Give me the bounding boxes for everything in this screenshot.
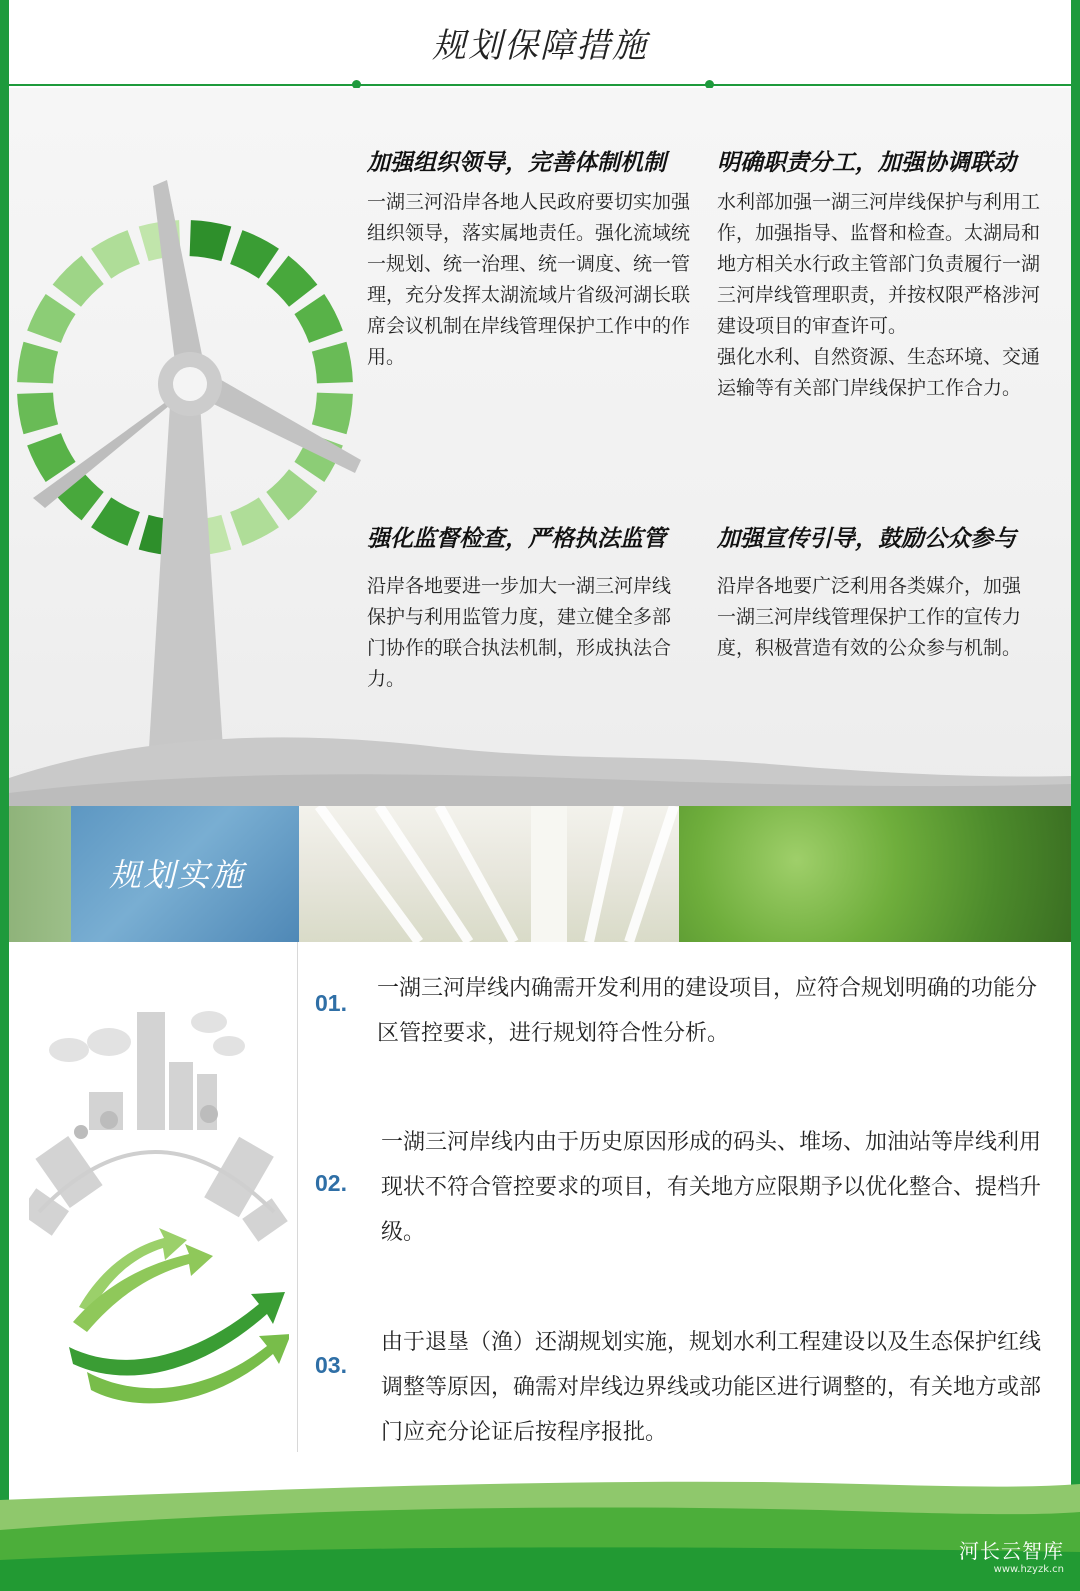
- item-text: 一湖三河岸线内确需开发利用的建设项目，应符合规划明确的功能分区管控要求，进行规划符合性分析。: [377, 976, 1038, 1046]
- measure-card: [367, 520, 687, 695]
- ring-segment: [17, 393, 58, 435]
- ring-segment: [91, 497, 140, 545]
- banner-pergola-photo: [299, 806, 679, 942]
- logo-name: 河长云智库: [959, 1539, 1064, 1563]
- measure-body: 水利部加强一湖三河岸线保护与利用工作，加强指导、监督和检查。太湖局和地方相关水行政主管部门负责履行一湖三河岸线管理职责，并按权限严格涉河建设项目的审查许可。: [717, 191, 1041, 337]
- item-number: 03.: [315, 1352, 347, 1378]
- item-text: 由于退垦（渔）还湖规划实施，规划水利工程建设以及生态保护红线调整等原因，确需对岸线边界线或功能区进行调整的，有关地方或部门应充分论证后按程序报批。: [381, 1330, 1042, 1445]
- turbine-blade-up: [153, 180, 205, 378]
- measure-title: 加强宣传引导，鼓励公众参与: [717, 526, 1016, 552]
- measure-title: 加强组织领导，完善体制机制: [367, 150, 666, 176]
- footer-wave: [0, 1460, 1080, 1591]
- banner-trees-photo: [679, 806, 1071, 942]
- turbine-tower: [149, 388, 223, 748]
- measure-title: 强化监督检查，严格执法监管: [367, 526, 666, 552]
- page-title: 规划保障措施: [432, 26, 648, 66]
- measure-body: 沿岸各地要进一步加大一湖三河岸线保护与利用监管力度，建立健全多部门协作的联合执法机制，形成执法合力。: [367, 575, 672, 690]
- item-number: 01.: [315, 990, 347, 1016]
- ring-segment: [91, 230, 140, 278]
- brand-logo: [959, 1535, 1064, 1575]
- ring-segment: [230, 230, 279, 278]
- city-skyline-icon: [29, 1002, 289, 1422]
- hill-shape: [9, 718, 1071, 808]
- ring-segment: [190, 220, 232, 261]
- page-footer: [0, 1460, 1080, 1591]
- measure-card: [717, 520, 1027, 664]
- measure-body-extra: 强化水利、自然资源、生态环境、交通运输等有关部门岸线保护工作合力。: [717, 346, 1041, 399]
- section-divider: [297, 942, 298, 1452]
- implementation-banner: [9, 806, 1071, 942]
- ring-segment: [312, 342, 353, 384]
- ring-segment: [266, 256, 317, 307]
- wind-turbine-icon: [9, 88, 409, 808]
- ring-segment: [312, 393, 353, 435]
- page-header: [9, 0, 1071, 88]
- measures-section: [9, 88, 1071, 808]
- implementation-section: [9, 942, 1071, 1462]
- measure-body: 沿岸各地要广泛利用各类媒介，加强一湖三河岸线管理保护工作的宣传力度，积极营造有效的公众参与机制。: [717, 575, 1022, 659]
- measure-title: 明确职责分工，加强协调联动: [717, 150, 1016, 176]
- header-divider: [9, 84, 1071, 86]
- ring-segment: [230, 497, 279, 545]
- ring-segment: [53, 256, 104, 307]
- ring-segment: [17, 342, 58, 384]
- measure-card: [367, 144, 707, 373]
- ring-segment: [294, 294, 342, 343]
- measure-body: 一湖三河沿岸各地人民政府要切实加强组织领导，落实属地责任。强化流域统一规划、统一治理、统一调度、统一管理，充分发挥太湖流域片省级河湖长联席会议机制在岸线管理保护工作中的作用。: [367, 191, 691, 368]
- ring-segment: [266, 469, 317, 520]
- measure-card: [717, 144, 1057, 404]
- ring-segment: [27, 294, 75, 343]
- item-number: 02.: [315, 1170, 347, 1196]
- logo-url: www.hzyzk.cn: [993, 1564, 1064, 1575]
- item-text: 一湖三河岸线内由于历史原因形成的码头、堆场、加油站等岸线利用现状不符合管控要求的项目，有关地方应限期予以优化整合、提档升级。: [381, 1130, 1042, 1245]
- banner-title: 规划实施: [109, 856, 246, 894]
- growth-arrows-icon: [69, 1228, 289, 1403]
- turbine-hub-center: [173, 367, 207, 401]
